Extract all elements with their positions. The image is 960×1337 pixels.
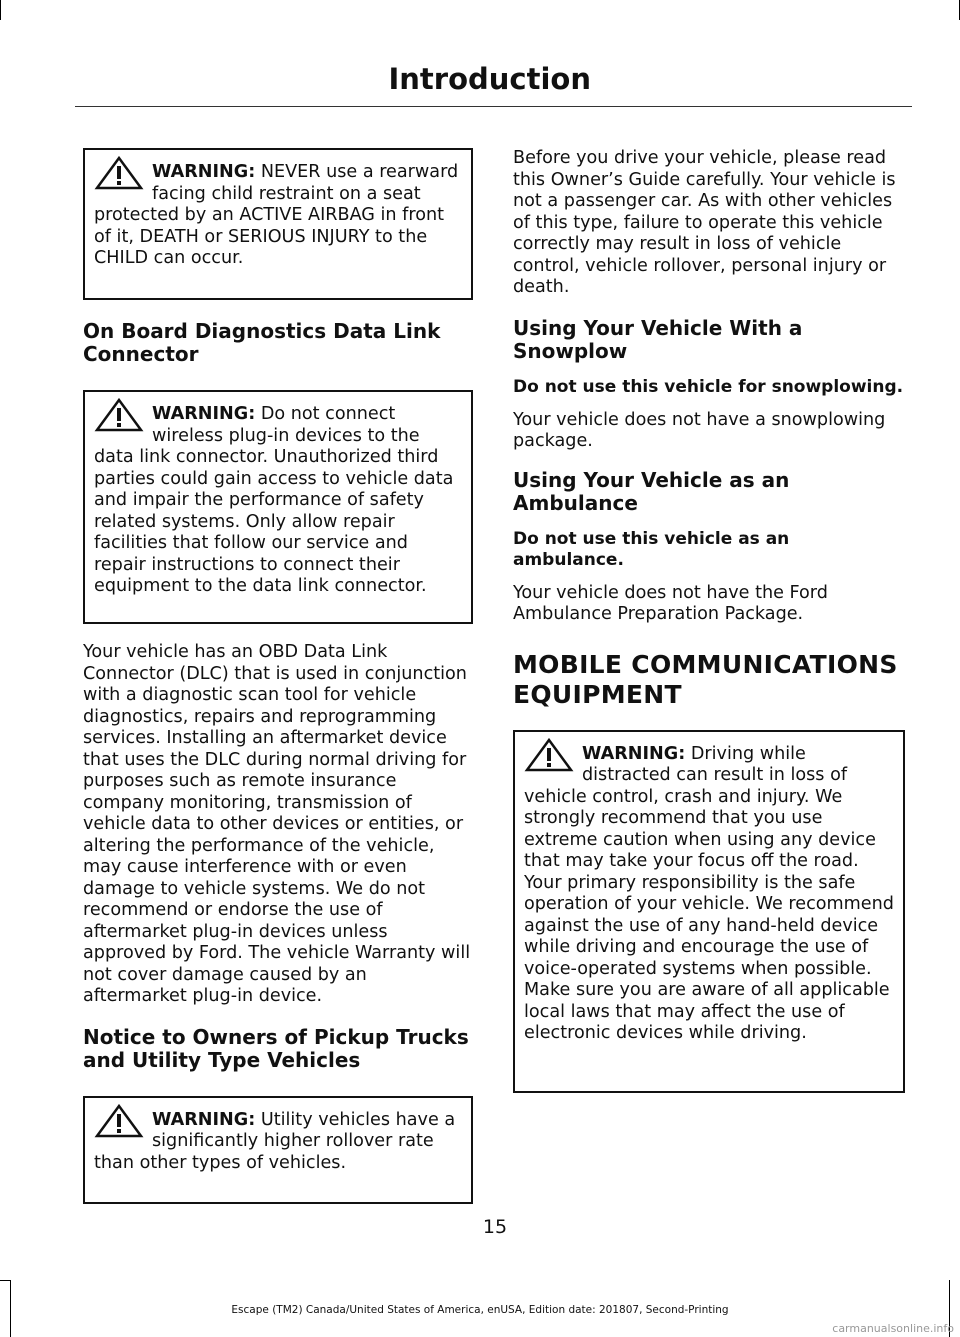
warning-label: WARNING:: [152, 404, 256, 424]
heading-obd: On Board Diagnostics Data Link Connector: [83, 319, 441, 366]
subheading-ambulance: Do not use this vehicle as an ambulance.: [513, 528, 790, 570]
warning-box-child-restraint: [83, 148, 473, 300]
crop-mark-bottom-left-h: [0, 1280, 10, 1281]
page-number: 15: [482, 1216, 508, 1238]
warning-label: WARNING:: [152, 162, 256, 182]
warning-triangle-icon: [524, 738, 574, 772]
heading-mobile-line2: EQUIPMENT: [513, 679, 682, 709]
warning-triangle-icon: [94, 398, 144, 432]
warning-body: Utility vehicles have a significantly higher rollover rate than other types of vehicles.: [94, 1109, 456, 1173]
obd-paragraph: Your vehicle has an OBD Data Link Connector (DLC) that is used in conjunction with a diagnostic scan tool for vehicle diagnostics, repairs and reprogramming services. Installing an aftermarket device that uses the DLC during normal driving for purposes such as remote insurance company monitoring, transmission of vehicle data to other devices or entities, or altering the performance of the vehicle, may cause interference with or even damage to vehicle systems. We do not recommend or endorse the use of aftermarket plug-in devices unless approved by Ford. The vehicle Warranty will not cover damage caused by an aftermarket plug-in device.: [83, 642, 471, 1006]
warning-body: NEVER use a rearward facing child restraint on a seat protected by an ACTIVE AIRBAG in front of it, DEATH or SERIOUS INJURY to the CHILD can occur.: [94, 162, 459, 268]
warning-box-utility: [83, 1096, 473, 1204]
left-column: [83, 148, 473, 1204]
warning-text: [94, 404, 462, 598]
intro-paragraph: Before you drive your vehicle, please read this Owner’s Guide carefully. Your vehicle is not a passenger car. As with other vehicles of this type, failure to operate this vehicle correctly may result in loss of vehicle control, vehicle rollover, personal injury or death.: [513, 148, 896, 297]
crop-mark-top-left: [0, 0, 1, 20]
warning-box-obd: [83, 390, 473, 624]
heading-ambulance: Using Your Vehicle as an Ambulance: [513, 467, 790, 515]
heading-mobile-line1: MOBILE COMMUNICATIONS: [513, 649, 898, 679]
ambulance-text: Your vehicle does not have the Ford Ambulance Preparation Package.: [513, 582, 828, 624]
footer-edition: Escape (TM2) Canada/United States of America, enUSA, Edition date: 201807, Second-Printing: [231, 1304, 729, 1316]
warning-label: WARNING:: [582, 743, 686, 764]
warning-body: Do not connect wireless plug-in devices to the data link connector. Unauthorized third parties could gain access to vehicle data and impair the performance of safety related systems. Only allow repair facilities that follow our service and repair instructions to connect their equipment to the data link connector.: [94, 404, 454, 596]
subheading-snowplow: Do not use this vehicle for snowplowing.: [513, 376, 904, 397]
warning-text: [94, 162, 462, 270]
warning-triangle-icon: [94, 1104, 144, 1138]
watermark-link[interactable]: carmanualsonline.info: [832, 1322, 954, 1335]
right-column: [513, 148, 905, 1093]
warning-triangle-icon: [94, 156, 144, 190]
heading-snowplow: Using Your Vehicle With a Snowplow: [513, 315, 803, 363]
page-title: Introduction: [388, 62, 591, 96]
warning-box-mobile: [513, 730, 905, 1093]
heading-notice-owners: Notice to Owners of Pickup Trucks and Utility Type Vehicles: [83, 1024, 469, 1072]
warning-body: Driving while distracted can result in loss of vehicle control, crash and injury. We strongly recommend that you use extreme caution when using any device that may take your focus off the road. Your primary responsibility is the safe operation of your vehicle. We recommend against the use of any hand-held device while driving and encourage the use of voice-operated systems when possible. Make sure you are aware of all applicable local laws that may affect the use of electronic devices while driving.: [524, 743, 894, 1043]
warning-text: [94, 1110, 462, 1175]
warning-text: [524, 744, 894, 1045]
warning-label: WARNING:: [152, 1109, 256, 1130]
snowplow-text: Your vehicle does not have a snowplowing package.: [513, 409, 886, 451]
header-rule: [75, 106, 912, 107]
